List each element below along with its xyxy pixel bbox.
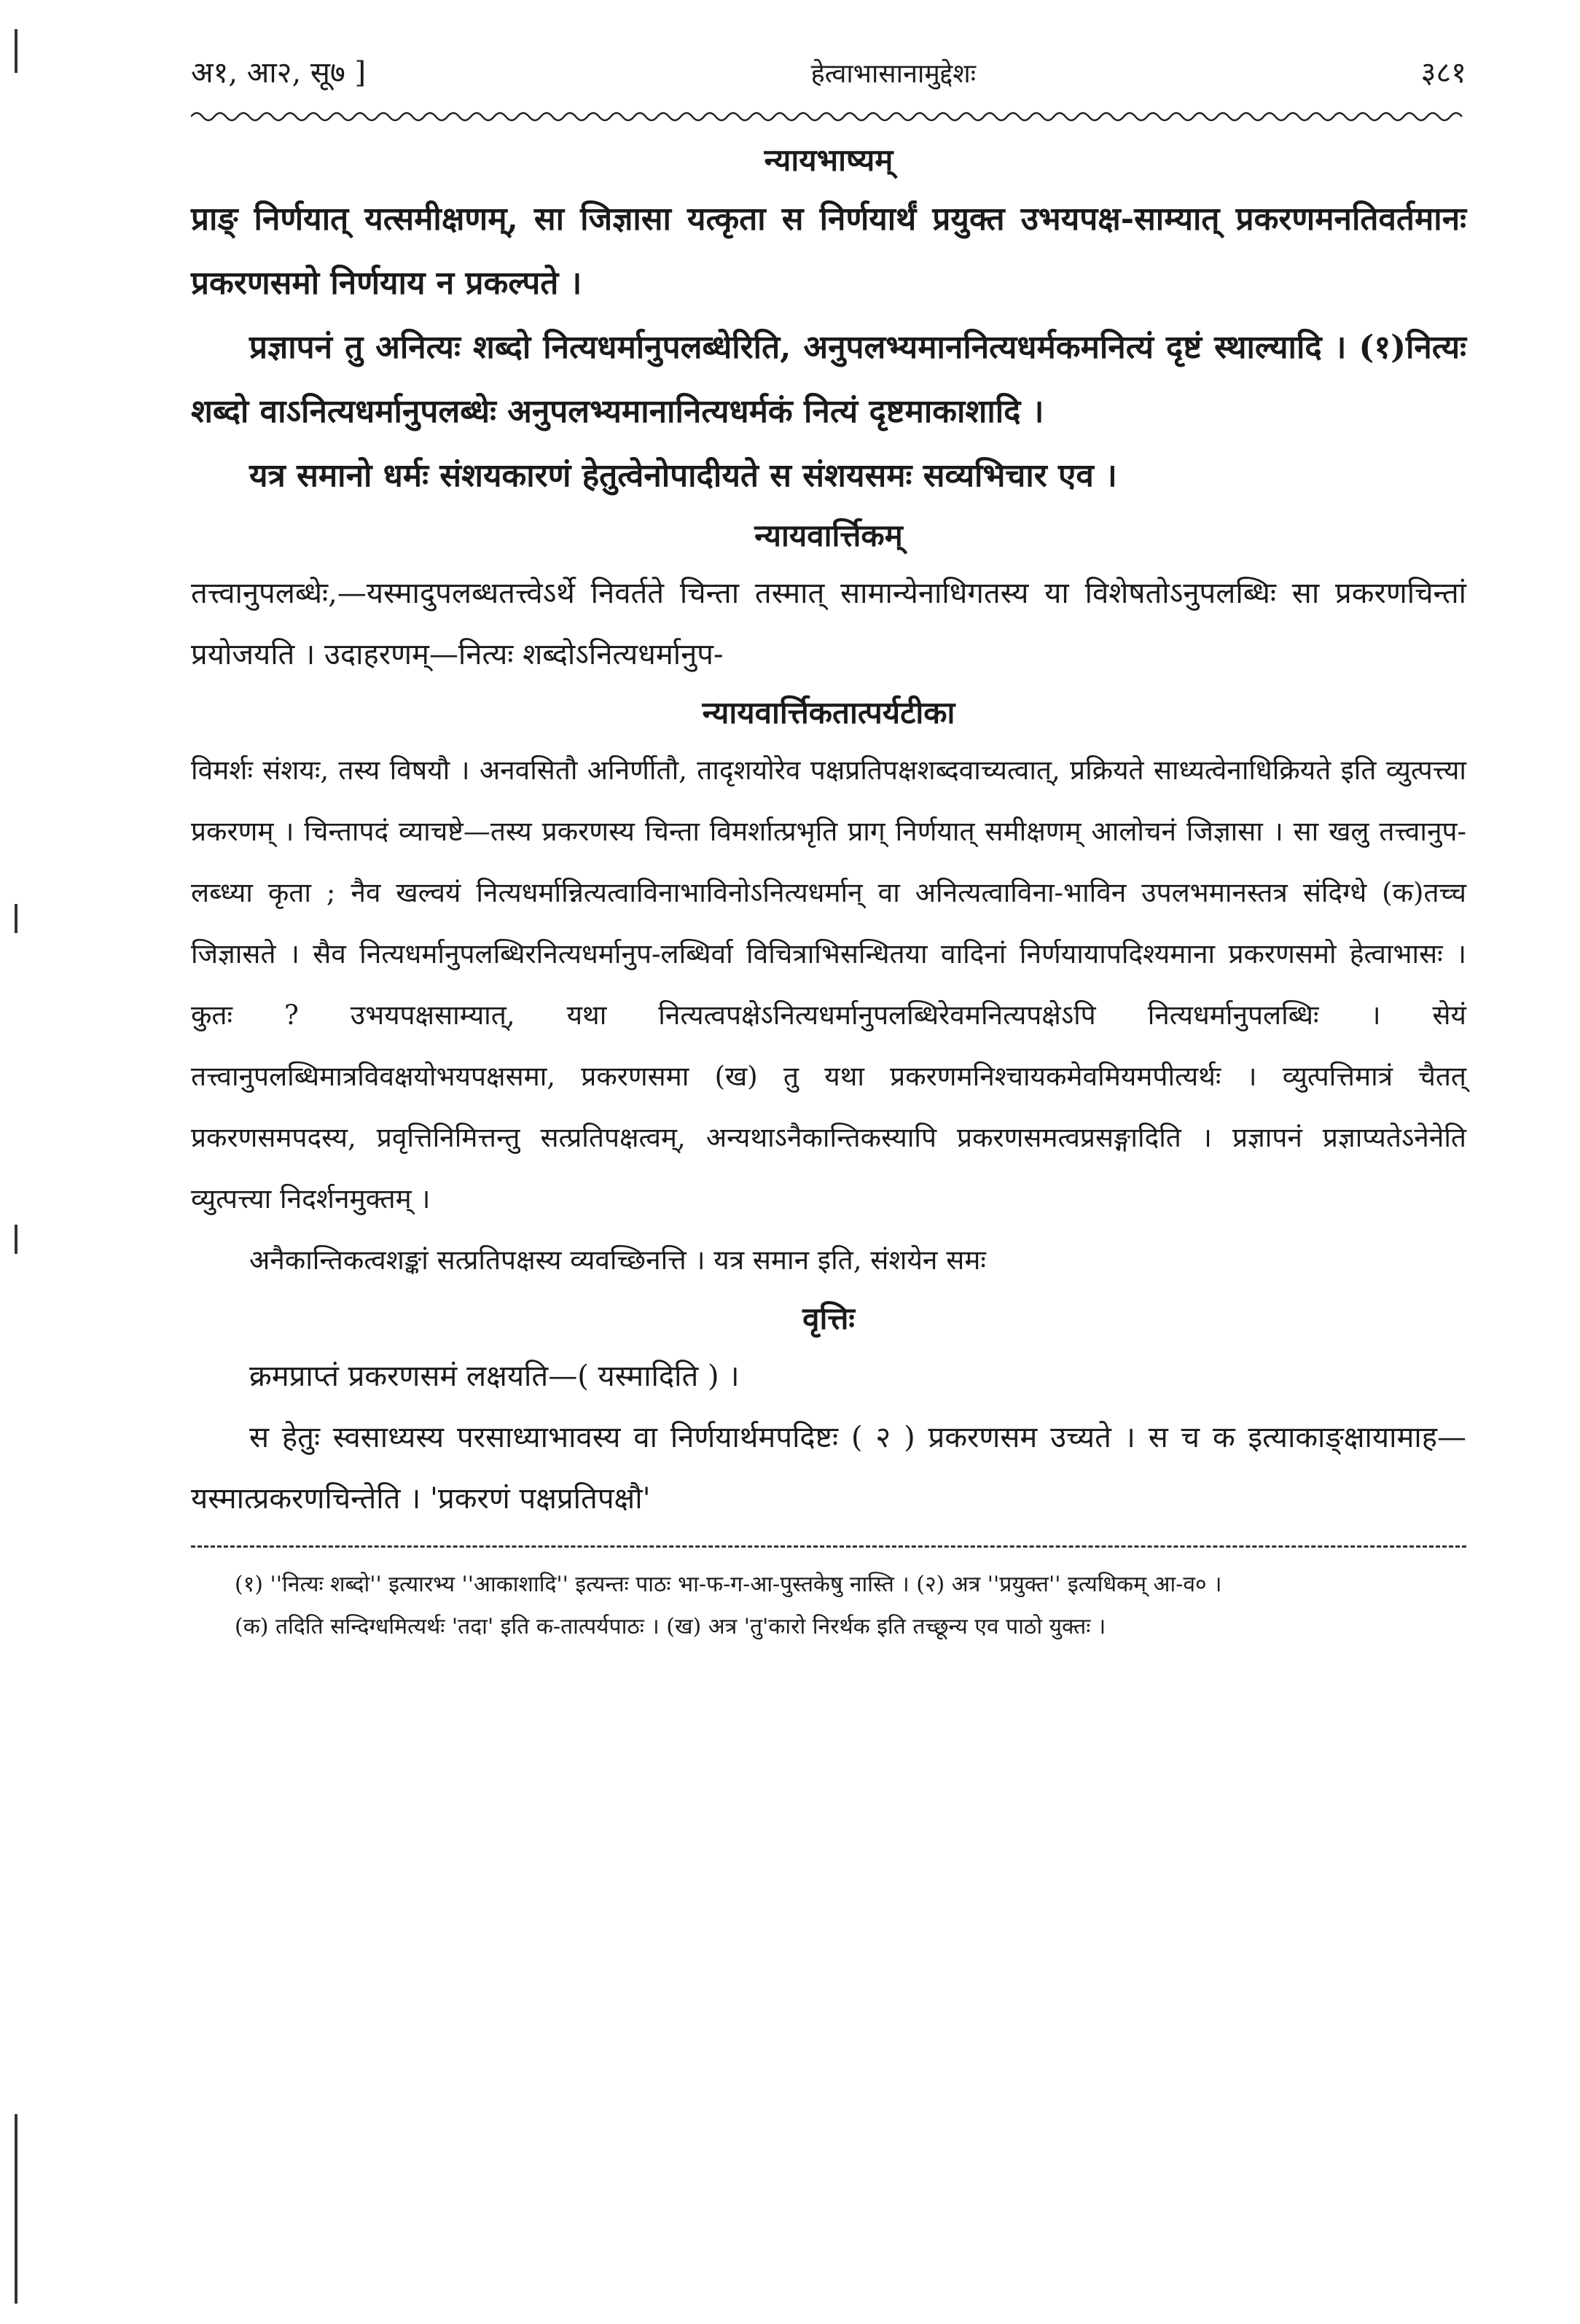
page-number: ३८१ (1420, 56, 1466, 90)
margin-mark-top (15, 29, 17, 73)
vritti-paragraph: क्रमप्राप्तं प्रकरणसमं लक्षयति—( यस्मादिति ) । (249, 1360, 740, 1393)
wavy-rule (191, 108, 1466, 125)
footnote: (१) ''नित्यः शब्दो'' इत्यारभ्य ''आकाशादि'' इत्यन्तः पाठः भा-फ-ग-आ-पुस्तकेषु नास्ति । (२) अत्र ''प्रयुक्त'' इत्यधिकम् आ-व० । (235, 1572, 1222, 1597)
bhashya-paragraph: प्रज्ञापनं तु अनित्यः शब्दो नित्यधर्मानुपलब्धेरिति, अनुपलभ्यमाननित्यधर्मकमनित्यं दृष्टं स्थाल्यादि । (१)नित्यः शब्दो वाऽनित्यधर्मानुपलब्धेः अनुपलभ्यमानानित्यधर्मकं नित्यं दृष्टमाकाशादि । (191, 329, 1466, 430)
bhashya-paragraph: प्राङ् निर्णयात् यत्समीक्षणम्, सा जिज्ञासा यत्कृता स निर्णयार्थं प्रयुक्त उभयपक्ष-साम्यात् प्रकरणमनतिवर्तमानः प्रकरणसमो निर्णयाय न प्रकल्पते । (191, 200, 1466, 302)
running-head-title: हेत्वाभासानामुद्देशः (810, 59, 976, 89)
section-heading-tika: न्यायवार्त्तिकतात्पर्यटीका (702, 695, 955, 730)
bhashya-paragraph: यत्र समानो धर्मः संशयकारणं हेतुत्वेनोपादीयते स संशयसमः सव्यभिचार एव । (249, 457, 1117, 494)
section-heading-vritti: वृत्तिः (802, 1301, 855, 1336)
margin-mark-lower (15, 1225, 17, 1254)
varttika-paragraph: तत्त्वानुपलब्धेः,—यस्मादुपलब्धतत्त्वेऽर्थे निवर्तते चिन्ता तस्मात् सामान्येनाधिगतस्य या विशेषतोऽनुपलब्धिः सा प्रकरणचिन्तां प्रयोजयति । उदाहरणम्—नित्यः शब्दोऽनित्यधर्मानुप- (191, 577, 1466, 671)
book-page (191, 51, 1466, 2274)
section-heading-varttika: न्यायवार्त्तिकम् (754, 518, 903, 553)
tika-paragraph: अनैकान्तिकत्वशङ्कां सत्प्रतिपक्षस्य व्यवच्छिनत्ति । यत्र समान इति, संशयेन समः (249, 1244, 986, 1276)
footnote-rule (191, 1545, 1466, 1548)
tika-paragraph: विमर्शः संशयः, तस्य विषयौ । अनवसितौ अनिर्णीतौ, तादृशयोरेव पक्षप्रतिपक्षशब्दवाच्यत्वात्, प्रक्रियते साध्यत्वेनाधिक्रियते इति व्युत्पत्त्या प्रकरणम् । चिन्तापदं व्याचष्टे—तस्य प्रकरणस्य चिन्ता विमर्शात्प्रभृति प्राग् निर्णयात् समीक्षणम् आलोचनं जिज्ञासा । सा खलु तत्त्वानुप-लब्ध्या कृता ; नैव खल्वयं नित्यधर्मान्नित्यत्वाविनाभाविनोऽनित्यधर्मान् वा अनित्यत्वाविना-भाविन उपलभमानस्तत्र संदिग्धे (क)तच्च जिज्ञासते । सैव नित्यधर्मानुपलब्धिरनित्यधर्मानुप-लब्धिर्वा विचित्राभिसन्धितया वादिनां निर्णयायापदिश्यमाना प्रकरणसमो हेत्वाभासः । कुतः ? उभयपक्षसाम्यात्, यथा नित्यत्वपक्षेऽनित्यधर्मानुपलब्धिरेवमनित्यपक्षेऽपि नित्यधर्मानुपलब्धिः । सेयं तत्त्वानुपलब्धिमात्रविवक्षयोभयपक्षसमा, प्रकरणसमा (ख) तु यथा प्रकरणमनिश्चायकमेवमियमपीत्यर्थः । व्युत्पत्तिमात्रं चैतत् प्रकरणसमपदस्य, प्रवृत्तिनिमित्तन्तु सत्प्रतिपक्षत्वम्, अन्यथाऽनैकान्तिकस्यापि प्रकरणसमत्वप्रसङ्गादिति । प्रज्ञापनं प्रज्ञाप्यतेऽनेनेति व्युत्पत्त्या निदर्शनमुक्तम् । (191, 754, 1466, 1214)
running-head-reference: अ१, आ२, सू७ ] (191, 56, 367, 90)
margin-mark-middle (15, 904, 17, 933)
vritti-paragraph: स हेतुः स्वसाध्यस्य परसाध्याभावस्य वा निर्णयार्थमपदिष्टः ( २ ) प्रकरणसम उच्यते । स च क इत्याकाङ्क्षायामाह—यस्मात्प्रकरणचिन्तेति । 'प्रकरणं पक्षप्रतिपक्षौ' (191, 1421, 1466, 1516)
footnote: (क) तदिति सन्दिग्धमित्यर्थः 'तदा' इति क-तात्पर्यपाठः । (ख) अत्र 'तु'कारो निरर्थक इति तच्छून्य एव पाठो युक्तः । (235, 1614, 1106, 1639)
section-heading-bhashya: न्यायभाष्यम् (764, 142, 893, 178)
margin-mark-bottom (15, 2114, 17, 2304)
running-head (191, 51, 1466, 105)
